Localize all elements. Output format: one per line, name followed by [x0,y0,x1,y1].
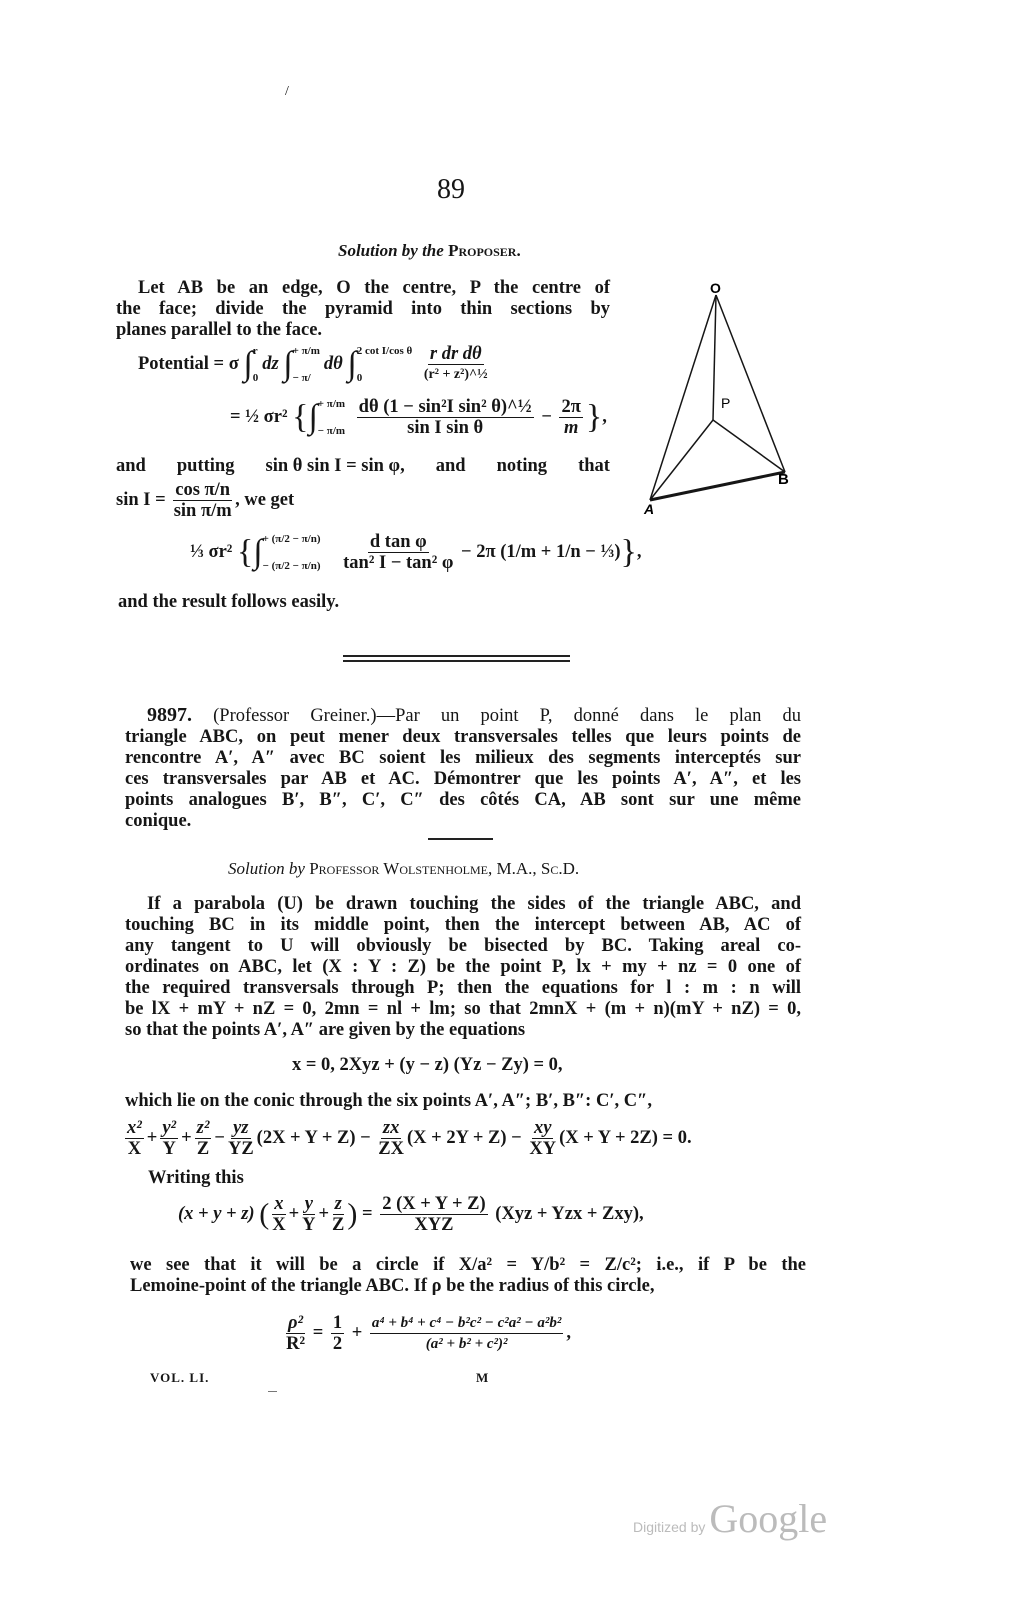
equals: = [312,1322,324,1343]
pyramid-diagram [640,280,800,520]
word: putting [176,456,235,476]
frac-den: 2 [332,1334,343,1354]
frac-den: XY [529,1139,557,1159]
eq-factor: (X + 2Y + Z) − [407,1127,522,1148]
frac-den: YZ [227,1139,254,1159]
text-line: Let AB be an edge, O the centre, P the centre of [138,278,610,298]
edge-oa [650,295,716,500]
frac-num: dθ (1 − sin²I sin² θ)^½ [358,397,532,417]
frac-den: Y [162,1139,176,1159]
frac-num: xy [533,1118,552,1138]
equation-potential-2: = ½ σr² {∫ + π/m − π/m $\frac{\text{dθ (1 − sin²I sin² θ)\textasciicircum{}½}}{\text{sin I sin θ}}$ − $\frac{2\pi}{m}$ }, [230,397,607,438]
int-lower: − π/ [292,371,311,384]
frac-den: tan² I − tan² φ [343,553,454,573]
frac-den: sin I sin θ [407,418,484,438]
text-line: (Professor Greiner.)—Par un point P, donné dans le plan du [213,706,801,726]
frac-den: sin π/m [173,501,232,521]
frac-num: z² [196,1118,210,1138]
int-body: dθ [323,353,343,374]
text-line: any tangent to U will obviously be bisected by BC. Taking areal co- [125,936,801,956]
text-line: points analogues B′, B″, C′, C″ des côtés CA, AB sont sur une même [125,790,801,810]
edge-ob [716,295,785,472]
heading-name: Proposer. [448,241,521,260]
int-lower: − (π/2 − π/n) [262,559,321,572]
eq-lhs: Potential = σ [138,353,239,374]
eq-lhs: ⅓ σr² [190,541,233,562]
stray-dash [268,1391,277,1392]
heading-italic: Solution by [228,859,305,878]
frac-den: (a² + b² + c²)² [425,1336,508,1352]
frac-den: XYZ [414,1215,454,1235]
frac-num: x [274,1194,284,1214]
word: that [578,456,610,476]
int-body: dz [262,353,279,374]
frac-num: z [334,1194,342,1214]
equation-result: ⅓ σr² {∫ + (π/2 − π/n) − (π/2 − π/n) $\frac{\text{d tan φ}}{\text{tan² I − tan² φ}}$ − 2π (1/m + 1/n − ⅓)}, [190,532,642,573]
label-a: A [644,501,655,517]
frac-num: y [304,1194,313,1214]
text-line: triangle ABC, on peut mener deux transversales telles que leurs points de [125,727,801,747]
footer-signature: M [476,1370,489,1385]
frac-den: X [272,1215,286,1235]
frac-num: d tan φ [369,532,427,552]
text-line: we see that it will be a circle if X/a² = Y/b² = Z/c²; i.e., if P be the [130,1255,806,1275]
problem-9897 [125,705,801,832]
equation-points: x = 0, 2Xyz + (y − z) (Yz − Zy) = 0, [292,1055,563,1075]
conic-intro: which lie on the conic through the six points A′, A″; B′, B″: C′, C″, [125,1091,652,1111]
text-line: ordinates on ABC, let (X : Y : Z) be the point P, lx + my + nz = 0 one of [125,957,801,977]
heading-name: Professor Wolstenholme, M.A., Sc.D. [309,859,580,878]
frac-den: ZX [378,1139,404,1159]
text-line: be lX + mY + nZ = 0, 2mn = nl + lm; so that 2mnX + (m + n)(mY + nZ) = 0, [125,999,801,1019]
text-line: so that the points A′, A″ are given by the equations [125,1020,526,1040]
int-upper: + π/m [317,397,346,410]
solution2-heading [228,859,579,879]
edge-ab [650,472,785,500]
google-watermark [633,1495,827,1542]
stray-mark: / [285,84,289,99]
int-upper: r [252,344,258,357]
frac-num: a⁴ + b⁴ + c⁴ − b²c² − c²a² − a²b² [370,1313,563,1334]
watermark-prefix: Digitized by [633,1519,706,1535]
text-line: touching BC in its middle point, then the intercept between AB, AC of [125,915,801,935]
text-line: conique. [125,811,192,831]
frac-num: ρ² [288,1313,304,1333]
text-line: rencontre A′, A″ avec BC soient les milieux des segments interceptés sur [125,748,801,768]
frac-num: y² [162,1118,177,1138]
frac-num: x² [127,1118,142,1138]
eq-lhs: = ½ σr² [230,406,288,427]
punct: , [636,541,642,562]
eq-factor: (2X + Y + Z) − [256,1127,371,1148]
frac-den: Z [196,1139,210,1159]
frac-num: 2 (X + Y + Z) [382,1194,486,1214]
plus: + [351,1322,363,1343]
solution-heading [338,241,521,261]
int-lower: 0 [356,371,363,384]
text-line: ces transversales par AB et AC. Démontrer que les points A′, A″, et les [125,769,801,789]
text-line: If a parabola (U) be drawn touching the sides of the triangle ABC, and [147,894,801,914]
frac-den: m [563,418,579,438]
frac-num: 2π [561,397,581,417]
minus: − [541,406,552,427]
int-lower: − π/m [317,424,346,437]
equation-writing: (x + y + z) ( $\frac{x}{X}$ + $\frac{y}{Y}$ + $\frac{z}{Z}$ ) = $\frac{2 (X + Y + Z)}{\text{XYZ}}$ (Xyz + Yzx + Zxy), [178,1194,644,1235]
heading-italic: Solution by the [338,241,444,260]
label-o: O [710,280,721,296]
label-p: P [721,395,731,411]
text-line: the face; divide the pyramid into thin sections by [116,299,610,319]
footer-volume: VOL. LI. [150,1370,210,1385]
text-line: Lemoine-point of the triangle ABC. If ρ be the radius of this circle, [130,1276,655,1296]
frac-num: yz [233,1118,249,1138]
word: noting [496,456,548,476]
frac-num: r dr dθ [429,344,482,364]
eq-lhs: sin I = [116,489,166,510]
frac-num: 1 [332,1313,343,1333]
conclusion: and the result follows easily. [118,592,340,612]
text-line: the required transversals through P; then the equations for l : m : n will [125,978,801,998]
solution1-paragraph [116,278,610,341]
int-upper: + (π/2 − π/n) [262,532,321,545]
equation-rho [283,1313,571,1354]
int-upper: 2 cot I/cos θ [356,344,413,357]
frac-den: Z [332,1215,345,1235]
frac-num: zx [382,1118,400,1138]
text-line: planes parallel to the face. [116,320,323,340]
label-b: B [778,471,789,488]
word: and [435,456,466,476]
frac-num: cos π/n [175,480,231,500]
sinI-definition [116,480,294,521]
frac-den: Y [302,1215,316,1235]
putting-line [116,456,610,477]
punct: , [566,1322,572,1343]
problem-number: 9897. [147,704,192,726]
circle-paragraph [130,1255,806,1297]
equation-conic: $\frac{\text{x²}}{X}$ + $\frac{\text{y²}}{Y}$ + $\frac{\text{z²}}{Z}$ − $\frac{yz}{YZ}$ (2X + Y + Z) − $\frac{zx}{ZX}$ (X + 2Y + Z) − $\frac{xy}{XY}$ (X + Y + 2Z) = 0. [127,1118,692,1159]
page-number: 89 [437,174,465,205]
frac-den: (r² + z²)^½ [423,367,488,382]
frac-den: R² [286,1334,305,1354]
section-divider [343,655,570,657]
frac-den: X [127,1139,142,1159]
eq-lhs: (x + y + z) [178,1203,255,1224]
solution2-paragraph [125,894,801,1041]
writing-this: Writing this [148,1168,244,1188]
word: and [116,456,146,476]
short-divider [428,838,493,840]
watermark-brand: Google [709,1496,828,1541]
punct: , [602,406,607,427]
eq-factor: (X + Y + 2Z) = 0. [559,1127,692,1148]
eq-tail: − 2π (1/m + 1/n − ⅓) [461,541,621,562]
word: sin θ sin I = sin φ, [265,456,405,476]
eq-tail: (Xyz + Yzx + Zxy), [495,1203,644,1224]
text: , we get [235,489,295,510]
int-lower: 0 [252,371,259,384]
equation-potential: Potential = σ ∫ r 0 dz ∫ + π/m − π/ dθ ∫ 2 cot I/cos θ 0 $\frac{\text{r dr dθ}}{\text{(r² + z²)\textasciicircum{}½}}$ [138,344,488,384]
edge-op [713,295,716,420]
int-upper: + π/m [292,344,320,357]
section-divider [343,660,570,662]
